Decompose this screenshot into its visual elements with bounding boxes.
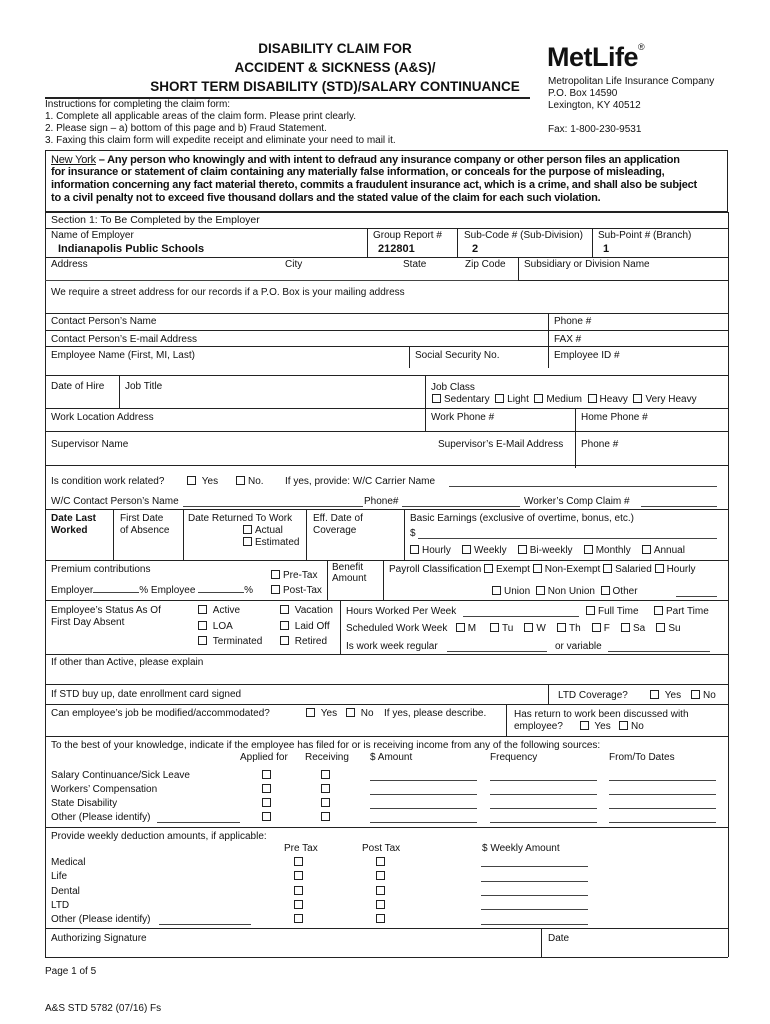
checkbox[interactable] <box>321 798 330 807</box>
std-buyup-label: If STD buy up, date enrollment card signed <box>51 689 242 700</box>
col-amount: $ Amount <box>370 752 413 763</box>
checkbox[interactable] <box>262 784 271 793</box>
job-title-label: Job Title <box>125 381 163 392</box>
receiving-checkbox[interactable] <box>321 770 333 782</box>
checkbox[interactable] <box>262 798 271 807</box>
posttax-checkbox[interactable] <box>376 871 388 883</box>
checkbox[interactable] <box>492 586 501 595</box>
checkbox[interactable] <box>376 857 385 866</box>
employer-pct-label: Employer % Employee % <box>51 585 254 596</box>
employee-id-label: Employee ID # <box>554 350 620 361</box>
checkbox[interactable] <box>586 606 595 615</box>
checkbox[interactable] <box>601 586 610 595</box>
checkbox[interactable] <box>456 623 465 632</box>
checkbox[interactable] <box>484 564 493 573</box>
checkbox[interactable] <box>321 770 330 779</box>
checkbox[interactable] <box>198 605 207 614</box>
status-label2: First Day Absent <box>51 617 125 628</box>
col-pretax: Pre Tax <box>284 843 318 854</box>
payroll-classification[interactable]: Payroll Classification Exempt Non-Exempt Salaried Hourly <box>389 564 696 575</box>
fulltime-option[interactable]: Full Time <box>586 606 639 618</box>
pretax-checkbox[interactable] <box>294 857 306 869</box>
fraud-notice-line1: New York – Any person who knowingly and with intent to defraud any insurance company or other person files an application <box>51 154 680 166</box>
checkbox[interactable] <box>584 545 593 554</box>
deduction-row-label: Dental <box>51 886 80 897</box>
variable-label: or variable <box>555 641 602 652</box>
checkbox[interactable] <box>490 623 499 632</box>
job-class-label: Job Class <box>431 382 475 393</box>
return-discussed-label: Has return to work been discussed with <box>514 709 689 720</box>
modified-no[interactable]: No <box>346 708 374 720</box>
union-options[interactable]: Union Non Union Other <box>492 586 638 598</box>
fraud-notice-line2: for insurance or statement of claim containing any materially false information, or conceals for the purpose of misleading, <box>51 166 665 178</box>
checkbox[interactable] <box>588 394 597 403</box>
contact-email-label: Contact Person’s E-mail Address <box>51 334 197 345</box>
supervisor-email-label: Supervisor’s E-Mail Address <box>438 439 564 450</box>
city-label: City <box>285 259 303 270</box>
applied-checkbox[interactable] <box>262 798 274 810</box>
checkbox[interactable] <box>621 623 630 632</box>
status-terminated[interactable]: Terminated <box>198 636 262 648</box>
fax-label: FAX # <box>554 334 582 345</box>
hours-per-week-label: Hours Worked Per Week <box>346 606 457 617</box>
form-title-line2: ACCIDENT & SICKNESS (A&S)/ <box>234 60 436 75</box>
ltd-coverage-label: LTD Coverage? <box>558 690 628 701</box>
state-label: State <box>403 259 427 270</box>
checkbox[interactable] <box>262 812 271 821</box>
signature-date-label: Date <box>548 933 570 944</box>
status-vacation[interactable]: Vacation <box>280 605 333 617</box>
ssn-label: Social Security No. <box>415 350 500 361</box>
checkbox[interactable] <box>557 623 566 632</box>
job-modified-question: Can employee’s job be modified/accommodated? <box>51 708 270 719</box>
posttax-checkbox[interactable] <box>376 886 388 898</box>
form-title-line1: DISABILITY CLAIM FOR <box>258 41 412 56</box>
wc-carrier-label: If yes, provide: W/C Carrier Name <box>285 476 436 487</box>
posttax-checkbox[interactable] <box>376 857 388 869</box>
checkbox[interactable] <box>462 545 471 554</box>
deduction-row-label: Life <box>51 871 68 882</box>
employer-label: Name of Employer <box>51 230 134 241</box>
pretax-checkbox[interactable] <box>294 871 306 883</box>
pretax-checkbox[interactable] <box>294 914 306 926</box>
pretax-checkbox[interactable] <box>294 900 306 912</box>
checkbox[interactable] <box>655 564 664 573</box>
group-report-value[interactable]: 212801 <box>378 243 415 255</box>
posttax-checkbox[interactable] <box>376 900 388 912</box>
employer-value[interactable]: Indianapolis Public Schools <box>58 243 205 255</box>
deduction-row-label: Medical <box>51 857 86 868</box>
checkbox[interactable] <box>633 394 642 403</box>
checkbox[interactable] <box>262 770 271 779</box>
section1-heading: Section 1: To Be Completed by the Employer <box>51 214 260 226</box>
deduction-row-label: Other (Please identify) <box>51 914 151 925</box>
wc-phone-label: Phone# <box>364 496 399 507</box>
checkbox[interactable] <box>376 871 385 880</box>
checkbox[interactable] <box>619 721 628 730</box>
benefit-amount-label2: Amount <box>332 573 367 584</box>
ltd-no[interactable]: No <box>691 690 716 702</box>
income-intro: To the best of your knowledge, indicate if the employee has filed for or is receiving income from any of the following sources: <box>51 740 601 751</box>
checkbox[interactable] <box>294 914 303 923</box>
status-loa[interactable]: LOA <box>198 621 233 633</box>
pretax-checkbox[interactable] <box>294 886 306 898</box>
status-label: Employee’s Status As Of <box>51 605 161 616</box>
checkbox[interactable] <box>243 525 252 534</box>
wc-claim-label: Worker’s Comp Claim # <box>524 496 630 507</box>
col-posttax: Post Tax <box>362 843 401 854</box>
deduction-row-label: LTD <box>51 900 70 911</box>
checkbox[interactable] <box>654 606 663 615</box>
modified-yes[interactable]: Yes <box>306 708 337 720</box>
checkbox[interactable] <box>187 476 196 485</box>
instruction-item: 2. Please sign – a) bottom of this page and b) Fraud Statement. <box>45 123 327 134</box>
income-row-label: State Disability <box>51 798 118 809</box>
checkbox[interactable] <box>346 708 355 717</box>
company-pobox: P.O. Box 14590 <box>548 88 618 99</box>
scheduled-work-week[interactable]: Scheduled Work Week M Tu W Th F Sa Su <box>346 623 681 634</box>
checkbox[interactable] <box>280 605 289 614</box>
applied-checkbox[interactable] <box>262 784 274 796</box>
date-last-worked-label2: Worked <box>51 525 88 536</box>
checkbox[interactable] <box>432 394 441 403</box>
col-dates: From/To Dates <box>609 752 675 763</box>
applied-checkbox[interactable] <box>262 812 274 824</box>
checkbox[interactable] <box>294 871 303 880</box>
first-absence-label: First Date <box>120 513 164 524</box>
pretax-option[interactable]: Pre-Tax <box>271 570 317 582</box>
checkbox[interactable] <box>236 476 245 485</box>
subpoint-value[interactable]: 1 <box>603 243 610 255</box>
receiving-checkbox[interactable] <box>321 812 333 824</box>
employee-name-label: Employee Name (First, MI, Last) <box>51 350 195 361</box>
checkbox[interactable] <box>534 394 543 403</box>
group-report-label: Group Report # <box>373 230 442 241</box>
checkbox[interactable] <box>280 636 289 645</box>
checkbox[interactable] <box>580 721 589 730</box>
basic-earnings-label: Basic Earnings (exclusive of overtime, bonus, etc.) <box>410 513 634 524</box>
posttax-option[interactable]: Post-Tax <box>271 585 322 597</box>
metlife-logo: MetLife® <box>547 42 645 72</box>
receiving-checkbox[interactable] <box>321 784 333 796</box>
checkbox[interactable] <box>271 570 280 579</box>
col-frequency: Frequency <box>490 752 538 763</box>
returned-estimated[interactable]: Estimated <box>243 537 299 549</box>
posttax-checkbox[interactable] <box>376 914 388 926</box>
applied-checkbox[interactable] <box>262 770 274 782</box>
form-title-line3: SHORT TERM DISABILITY (STD)/SALARY CONTINUANCE <box>150 79 520 94</box>
date-returned-label: Date Returned To Work <box>188 513 293 524</box>
checkbox[interactable] <box>376 900 385 909</box>
premium-label: Premium contributions <box>51 564 151 575</box>
checkbox[interactable] <box>592 623 601 632</box>
checkbox[interactable] <box>524 623 533 632</box>
checkbox[interactable] <box>306 708 315 717</box>
checkbox[interactable] <box>691 690 700 699</box>
returned-actual[interactable]: Actual <box>243 525 283 537</box>
receiving-checkbox[interactable] <box>321 798 333 810</box>
col-receiving: Receiving <box>305 752 349 763</box>
subsidiary-label: Subsidiary or Division Name <box>524 259 650 270</box>
fraud-notice-line3: information concerning any fact material thereto, commits a fraudulent insurance act, which is a crime, and shall also be subject <box>51 179 697 191</box>
checkbox[interactable] <box>321 784 330 793</box>
benefit-amount-label: Benefit <box>332 562 364 573</box>
contact-phone-label: Phone # <box>554 316 592 327</box>
instructions-heading: Instructions for completing the claim form: <box>45 99 231 110</box>
regular-label: Is work week regular <box>346 641 438 652</box>
instruction-item: 3. Faxing this claim form will expedite receipt and eliminate your need to mail it. <box>45 135 396 146</box>
page-number: Page 1 of 5 <box>45 966 97 977</box>
checkbox[interactable] <box>280 621 289 630</box>
checkbox[interactable] <box>533 564 542 573</box>
street-address-note: We require a street address for our records if a P.O. Box is your mailing address <box>51 287 405 298</box>
company-fax: Fax: 1-800-230-9531 <box>548 124 642 135</box>
return-discussed-options[interactable]: employee? Yes No <box>514 721 644 732</box>
status-retired[interactable]: Retired <box>280 636 327 648</box>
checkbox[interactable] <box>243 537 252 546</box>
other-than-active-label: If other than Active, please explain <box>51 657 204 668</box>
job-class-options[interactable]: Sedentary Light Medium Heavy Very Heavy <box>432 394 697 406</box>
company-name: Metropolitan Life Insurance Company <box>548 76 715 87</box>
work-related-yes[interactable]: Yes <box>187 476 218 488</box>
subpoint-label: Sub-Point # (Branch) <box>598 230 692 241</box>
status-active[interactable]: Active <box>198 605 240 617</box>
checkbox[interactable] <box>294 886 303 895</box>
date-last-worked-label: Date Last <box>51 513 97 524</box>
checkbox[interactable] <box>656 623 665 632</box>
checkbox[interactable] <box>518 545 527 554</box>
status-laidoff[interactable]: Laid Off <box>280 621 330 633</box>
company-city: Lexington, KY 40512 <box>548 100 641 111</box>
work-related-question: Is condition work related? <box>51 476 165 487</box>
col-applied: Applied for <box>240 752 288 763</box>
checkbox[interactable] <box>495 394 504 403</box>
checkbox[interactable] <box>376 914 385 923</box>
checkbox[interactable] <box>650 690 659 699</box>
checkbox[interactable] <box>603 564 612 573</box>
checkbox[interactable] <box>536 586 545 595</box>
home-phone-label: Home Phone # <box>581 412 648 423</box>
work-phone-label: Work Phone # <box>431 412 495 423</box>
checkbox[interactable] <box>642 545 651 554</box>
deductions-intro: Provide weekly deduction amounts, if applicable: <box>51 831 267 842</box>
supervisor-name-label: Supervisor Name <box>51 439 129 450</box>
checkbox[interactable] <box>376 886 385 895</box>
first-absence-label2: of Absence <box>120 525 170 536</box>
eff-date-label: Eff. Date of <box>313 513 363 524</box>
subcode-label: Sub-Code # (Sub-Division) <box>464 230 583 241</box>
supervisor-phone-label: Phone # <box>581 439 619 450</box>
checkbox[interactable] <box>294 900 303 909</box>
modified-describe-label: If yes, please describe. <box>384 708 487 719</box>
checkbox[interactable] <box>198 636 207 645</box>
earnings-period-options[interactable]: Hourly Weekly Bi-weekly Monthly Annual <box>410 545 685 557</box>
col-weekly-amount: $ Weekly Amount <box>482 843 560 854</box>
income-row-label: Workers’ Compensation <box>51 784 158 795</box>
work-related-no[interactable]: No. <box>236 476 264 488</box>
checkbox[interactable] <box>294 857 303 866</box>
address-label: Address <box>51 259 88 270</box>
date-hire-label: Date of Hire <box>51 381 105 392</box>
work-location-label: Work Location Address <box>51 412 154 423</box>
checkbox[interactable] <box>271 585 280 594</box>
coverage-label: Coverage <box>313 525 357 536</box>
contact-name-label: Contact Person’s Name <box>51 316 157 327</box>
authorizing-signature-label: Authorizing Signature <box>51 933 147 944</box>
wc-contact-label: W/C Contact Person’s Name <box>51 496 179 507</box>
parttime-option[interactable]: Part Time <box>654 606 709 618</box>
checkbox[interactable] <box>321 812 330 821</box>
earnings-dollar: $ <box>410 528 416 539</box>
ltd-yes[interactable]: Yes <box>650 690 681 702</box>
checkbox[interactable] <box>198 621 207 630</box>
checkbox[interactable] <box>410 545 419 554</box>
fraud-notice-line4: to a civil penalty not to exceed five thousand dollars and the stated value of the claim for each such violation. <box>51 192 601 204</box>
income-row-label: Other (Please identify) <box>51 812 151 823</box>
subcode-value[interactable]: 2 <box>472 243 479 255</box>
instruction-item: 1. Complete all applicable areas of the claim form. Please print clearly. <box>45 111 357 122</box>
income-row-label: Salary Continuance/Sick Leave <box>51 770 190 781</box>
form-code: A&S STD 5782 (07/16) Fs <box>45 1003 162 1014</box>
zip-label: Zip Code <box>465 259 506 270</box>
